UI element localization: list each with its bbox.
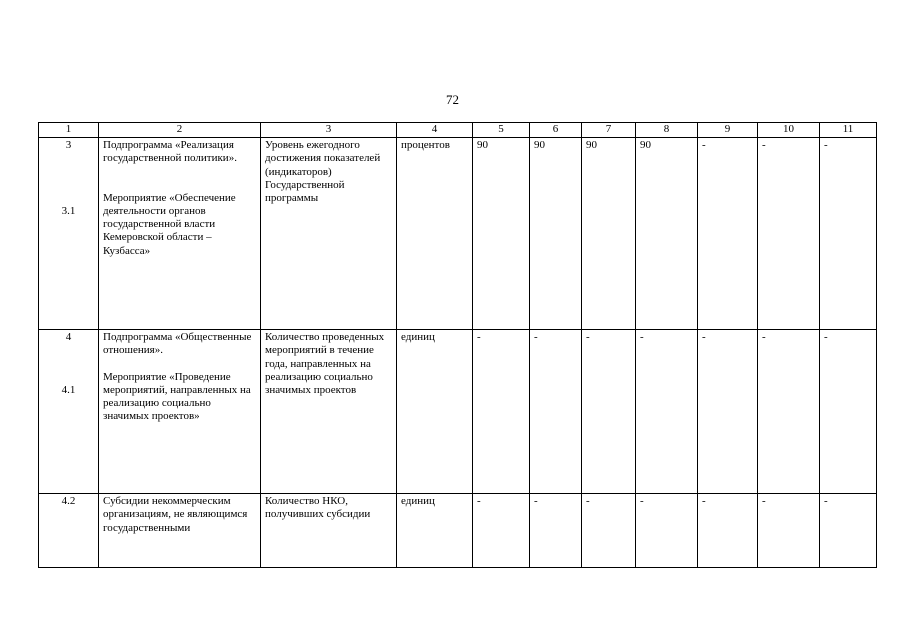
page-number: 72 [446,92,459,107]
value-cell: - [820,330,877,494]
item-number-cell: 4.2 [39,494,99,568]
value-cell: - [820,138,877,330]
activity-name: Мероприятие «Проведение мероприятий, направленных на реализацию социально значимых проектов» [103,370,251,423]
table-row [39,138,877,330]
value-cell: - [758,138,820,330]
column-number-cell: 5 [473,123,530,138]
column-number-cell: 2 [99,123,261,138]
activity-name: Мероприятие «Обеспечение деятельности органов государственной власти Кемеровской области – Кузбасса» [103,191,236,257]
subprogram-number: 4 [65,331,72,343]
value-cell: 90 [530,138,582,330]
value-cell: - [530,494,582,568]
item-name-cell: Субсидии некоммерческим организациям, не являющимся государственными [99,494,261,568]
column-number-cell: 1 [39,123,99,138]
column-number-cell: 7 [582,123,636,138]
table-row [39,494,877,568]
unit-cell: единиц [397,494,473,568]
column-number-cell: 8 [636,123,698,138]
value-cell: - [636,330,698,494]
column-number-row [39,123,877,138]
value-cell: 90 [582,138,636,330]
value-cell: - [698,494,758,568]
indicator-cell: Уровень ежегодного достижения показателей (индикаторов) Государственной программы [261,138,397,330]
value-cell: - [820,494,877,568]
item-number-cell [39,138,99,330]
activity-number: 3.1 [61,205,76,218]
value-cell: - [582,330,636,494]
value-cell: - [636,494,698,568]
item-name-cell [99,138,261,330]
subprogram-name: Подпрограмма «Реализация государственной политики». [103,139,237,165]
column-number-cell: 11 [820,123,877,138]
activity-number: 4.1 [61,384,76,397]
column-number-cell: 10 [758,123,820,138]
value-cell: - [473,330,530,494]
indicator-cell: Количество проведенных мероприятий в течение года, направленных на реализацию социально значимых проектов [261,330,397,494]
unit-cell: процентов [397,138,473,330]
value-cell: 90 [473,138,530,330]
column-number-cell: 3 [261,123,397,138]
column-number-cell: 9 [698,123,758,138]
value-cell: - [758,330,820,494]
column-number-cell: 4 [397,123,473,138]
value-cell: - [473,494,530,568]
value-cell: - [582,494,636,568]
item-name-cell [99,330,261,494]
column-number-cell: 6 [530,123,582,138]
value-cell: - [698,138,758,330]
subprogram-name: Подпрограмма «Общественные отношения». [103,331,252,357]
subprogram-number: 3 [65,139,72,151]
value-cell: 90 [636,138,698,330]
unit-cell: единиц [397,330,473,494]
indicators-table [38,122,877,568]
indicator-cell: Количество НКО, получивших субсидии [261,494,397,568]
table-row [39,330,877,494]
item-number-cell [39,330,99,494]
value-cell: - [530,330,582,494]
value-cell: - [758,494,820,568]
value-cell: - [698,330,758,494]
